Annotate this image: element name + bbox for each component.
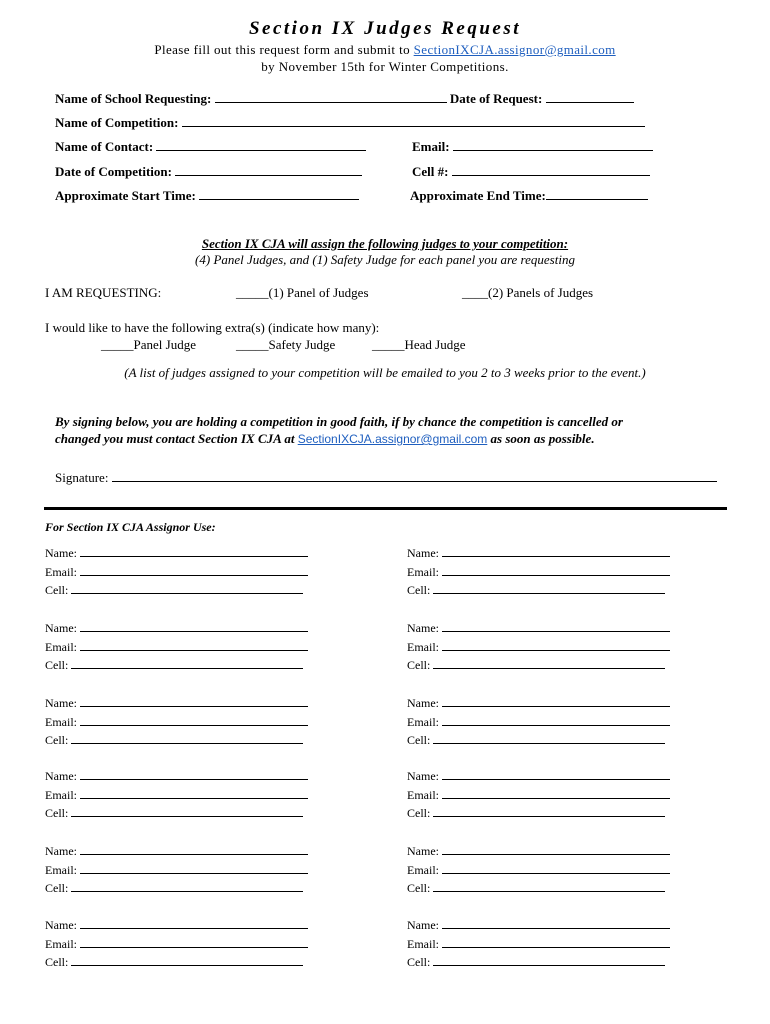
judge-email-row: [407, 786, 707, 805]
requesting-label: I AM REQUESTING:: [45, 285, 162, 300]
school-input[interactable]: [215, 91, 447, 103]
judge-cell-input[interactable]: [71, 955, 303, 966]
judge-email-row: [407, 713, 707, 732]
judge-email-input[interactable]: [442, 788, 670, 799]
start-time-field: [55, 188, 359, 204]
judge-email-label: Email:: [407, 564, 439, 579]
judge-cell-label: Cell:: [407, 658, 431, 672]
judge-email-row: [45, 713, 345, 732]
judge-name-row: [45, 544, 345, 563]
end-time-field: [410, 188, 648, 204]
judge-name-row: [45, 694, 345, 713]
judge-name-label: Name:: [45, 844, 77, 858]
judge-cell-label: Cell:: [45, 658, 69, 672]
judge-name-input[interactable]: [442, 844, 670, 855]
option-two-panels[interactable]: ____(2) Panels of Judges: [462, 285, 594, 300]
judge-name-input[interactable]: [442, 546, 670, 557]
end-time-label: Approximate End Time:: [410, 188, 546, 203]
judge-cell-input[interactable]: [433, 658, 665, 669]
judge-cell-label: Cell:: [407, 881, 431, 895]
school-field: [55, 91, 634, 107]
judge-email-label: Email:: [45, 787, 77, 802]
judge-email-row: [407, 563, 707, 582]
judge-email-input[interactable]: [80, 715, 308, 726]
judge-entry: [407, 767, 707, 823]
judge-cell-row: [45, 731, 345, 750]
judge-name-label: Name:: [45, 696, 77, 710]
judge-cell-row: [45, 953, 345, 972]
judge-cell-input[interactable]: [433, 733, 665, 744]
date-request-input[interactable]: [546, 91, 634, 103]
judge-name-input[interactable]: [80, 844, 308, 855]
judge-name-row: [45, 619, 345, 638]
judge-email-input[interactable]: [80, 565, 308, 576]
extra-safety-judge[interactable]: _____Safety Judge: [236, 337, 336, 352]
competition-input[interactable]: [182, 115, 645, 127]
judge-name-row: [407, 916, 707, 935]
judge-cell-row: [407, 953, 707, 972]
judge-cell-label: Cell:: [407, 733, 431, 747]
intro-line-1: [0, 42, 770, 58]
judge-email-input[interactable]: [80, 863, 308, 874]
judge-name-input[interactable]: [80, 769, 308, 780]
judge-email-label: Email:: [45, 862, 77, 877]
judge-name-label: Name:: [407, 918, 439, 932]
judge-email-input[interactable]: [80, 937, 308, 948]
judge-email-label: Email:: [407, 639, 439, 654]
judge-entry: [407, 916, 707, 972]
judge-cell-input[interactable]: [71, 806, 303, 817]
extra-panel-judge[interactable]: _____Panel Judge: [101, 337, 196, 352]
judge-entry: [45, 544, 345, 600]
judge-cell-input[interactable]: [433, 955, 665, 966]
judge-cell-label: Cell:: [45, 806, 69, 820]
section-divider: [44, 507, 727, 510]
judge-email-row: [45, 638, 345, 657]
judge-email-label: Email:: [407, 936, 439, 951]
agreement-line-2: [55, 431, 595, 447]
judge-cell-row: [45, 879, 345, 898]
judge-email-label: Email:: [45, 936, 77, 951]
judge-cell-input[interactable]: [71, 733, 303, 744]
judge-email-row: [45, 563, 345, 582]
judge-email-input[interactable]: [442, 863, 670, 874]
signature-field: [55, 470, 717, 486]
judge-email-label: Email:: [45, 639, 77, 654]
judge-email-row: [45, 861, 345, 880]
judge-entry: [407, 544, 707, 600]
judge-name-label: Name:: [45, 621, 77, 635]
signature-input[interactable]: [112, 470, 717, 482]
agreement-email-link[interactable]: SectionIXCJA.assignor@gmail.com: [297, 432, 488, 446]
judge-entry: [45, 767, 345, 823]
judge-entry: [45, 916, 345, 972]
judge-name-row: [407, 842, 707, 861]
judge-name-label: Name:: [45, 546, 77, 560]
date-request-label: Date of Request:: [449, 91, 543, 106]
contact-label: Name of Contact:: [55, 139, 154, 154]
judge-cell-label: Cell:: [45, 583, 69, 597]
judge-email-input[interactable]: [442, 715, 670, 726]
intro-line-2: by November 15th for Winter Competitions.: [261, 59, 509, 74]
judges-list-note: (A list of judges assigned to your competition will be emailed to you 2 to 3 weeks prior to the event.): [124, 365, 646, 380]
cell-field: [412, 164, 650, 180]
judge-name-input[interactable]: [442, 696, 670, 707]
judge-cell-row: [45, 581, 345, 600]
judge-name-input[interactable]: [80, 621, 308, 632]
assignment-heading: Section IX CJA will assign the following judges to your competition:: [201, 236, 569, 251]
assignor-heading: For Section IX CJA Assignor Use:: [45, 520, 216, 534]
judge-name-input[interactable]: [442, 621, 670, 632]
judge-email-label: Email:: [45, 714, 77, 729]
judge-cell-label: Cell:: [45, 881, 69, 895]
judge-email-input[interactable]: [442, 640, 670, 651]
judge-cell-row: [407, 804, 707, 823]
cell-input[interactable]: [452, 164, 650, 176]
judge-entry: [45, 619, 345, 675]
judge-email-input[interactable]: [442, 937, 670, 948]
agreement-text: changed you must contact Section IX CJA at: [55, 431, 298, 446]
judge-email-label: Email:: [407, 862, 439, 877]
assignor-email-link[interactable]: SectionIXCJA.assignor@gmail.com: [413, 42, 616, 57]
judge-cell-input[interactable]: [71, 658, 303, 669]
assignment-subheading: (4) Panel Judges, and (1) Safety Judge for each panel you are requesting: [195, 252, 575, 267]
judge-name-row: [45, 842, 345, 861]
judge-cell-row: [407, 879, 707, 898]
judge-cell-label: Cell:: [45, 733, 69, 747]
contact-input[interactable]: [156, 139, 366, 151]
extras-label: I would like to have the following extra(s) (indicate how many):: [45, 320, 380, 335]
email-input[interactable]: [453, 139, 653, 151]
judge-name-input[interactable]: [442, 918, 670, 929]
judge-entry: [45, 842, 345, 898]
judge-name-label: Name:: [407, 546, 439, 560]
signature-label: Signature:: [55, 470, 109, 485]
school-label: Name of School Requesting:: [55, 91, 212, 106]
judge-email-label: Email:: [407, 787, 439, 802]
agreement-suffix: as soon as possible.: [487, 431, 595, 446]
intro-text: Please fill out this request form and submit to: [154, 42, 414, 57]
judge-email-row: [407, 861, 707, 880]
judge-email-input[interactable]: [80, 640, 308, 651]
judge-name-label: Name:: [407, 844, 439, 858]
judge-cell-label: Cell:: [407, 806, 431, 820]
email-label: Email:: [412, 139, 450, 154]
judge-name-input[interactable]: [80, 696, 308, 707]
date-competition-label: Date of Competition:: [55, 164, 172, 179]
judge-entry: [45, 694, 345, 750]
judge-cell-label: Cell:: [407, 583, 431, 597]
extra-head-judge[interactable]: _____Head Judge: [372, 337, 466, 352]
judge-cell-input[interactable]: [433, 881, 665, 892]
agreement-line-1: By signing below, you are holding a competition in good faith, if by chance the competition is cancelled or: [55, 414, 623, 429]
judge-name-label: Name:: [407, 696, 439, 710]
judge-name-row: [45, 916, 345, 935]
judge-email-input[interactable]: [80, 788, 308, 799]
judge-cell-row: [407, 581, 707, 600]
judge-entry: [407, 619, 707, 675]
judge-cell-input[interactable]: [433, 583, 665, 594]
judge-cell-row: [45, 804, 345, 823]
judge-name-row: [407, 544, 707, 563]
competition-label: Name of Competition:: [55, 115, 179, 130]
email-field: [412, 139, 653, 155]
judge-name-label: Name:: [45, 769, 77, 783]
judge-name-row: [45, 767, 345, 786]
judge-email-row: [45, 935, 345, 954]
judge-name-label: Name:: [45, 918, 77, 932]
judge-cell-input[interactable]: [71, 583, 303, 594]
judge-name-row: [407, 619, 707, 638]
judge-name-row: [407, 767, 707, 786]
judge-name-label: Name:: [407, 621, 439, 635]
option-one-panel[interactable]: _____(1) Panel of Judges: [236, 285, 369, 300]
start-time-label: Approximate Start Time:: [55, 188, 196, 203]
judge-entry: [407, 842, 707, 898]
judge-name-input[interactable]: [80, 918, 308, 929]
judge-email-input[interactable]: [442, 565, 670, 576]
cell-label: Cell #:: [412, 164, 449, 179]
date-competition-input[interactable]: [175, 164, 362, 176]
judge-cell-input[interactable]: [71, 881, 303, 892]
judge-email-row: [407, 935, 707, 954]
judge-name-input[interactable]: [442, 769, 670, 780]
judge-cell-input[interactable]: [433, 806, 665, 817]
judge-cell-label: Cell:: [407, 955, 431, 969]
end-time-input[interactable]: [546, 188, 648, 200]
judge-email-label: Email:: [407, 714, 439, 729]
judge-entry: [407, 694, 707, 750]
judge-email-label: Email:: [45, 564, 77, 579]
competition-field: [55, 115, 645, 131]
judge-cell-row: [407, 731, 707, 750]
judge-email-row: [407, 638, 707, 657]
contact-field: [55, 139, 366, 155]
form-title: Section IX Judges Request: [248, 18, 522, 39]
judge-name-row: [407, 694, 707, 713]
date-competition-field: [55, 164, 362, 180]
judge-name-input[interactable]: [80, 546, 308, 557]
judge-cell-row: [407, 656, 707, 675]
judge-name-label: Name:: [407, 769, 439, 783]
judge-cell-row: [45, 656, 345, 675]
judge-cell-label: Cell:: [45, 955, 69, 969]
judge-email-row: [45, 786, 345, 805]
start-time-input[interactable]: [199, 188, 359, 200]
